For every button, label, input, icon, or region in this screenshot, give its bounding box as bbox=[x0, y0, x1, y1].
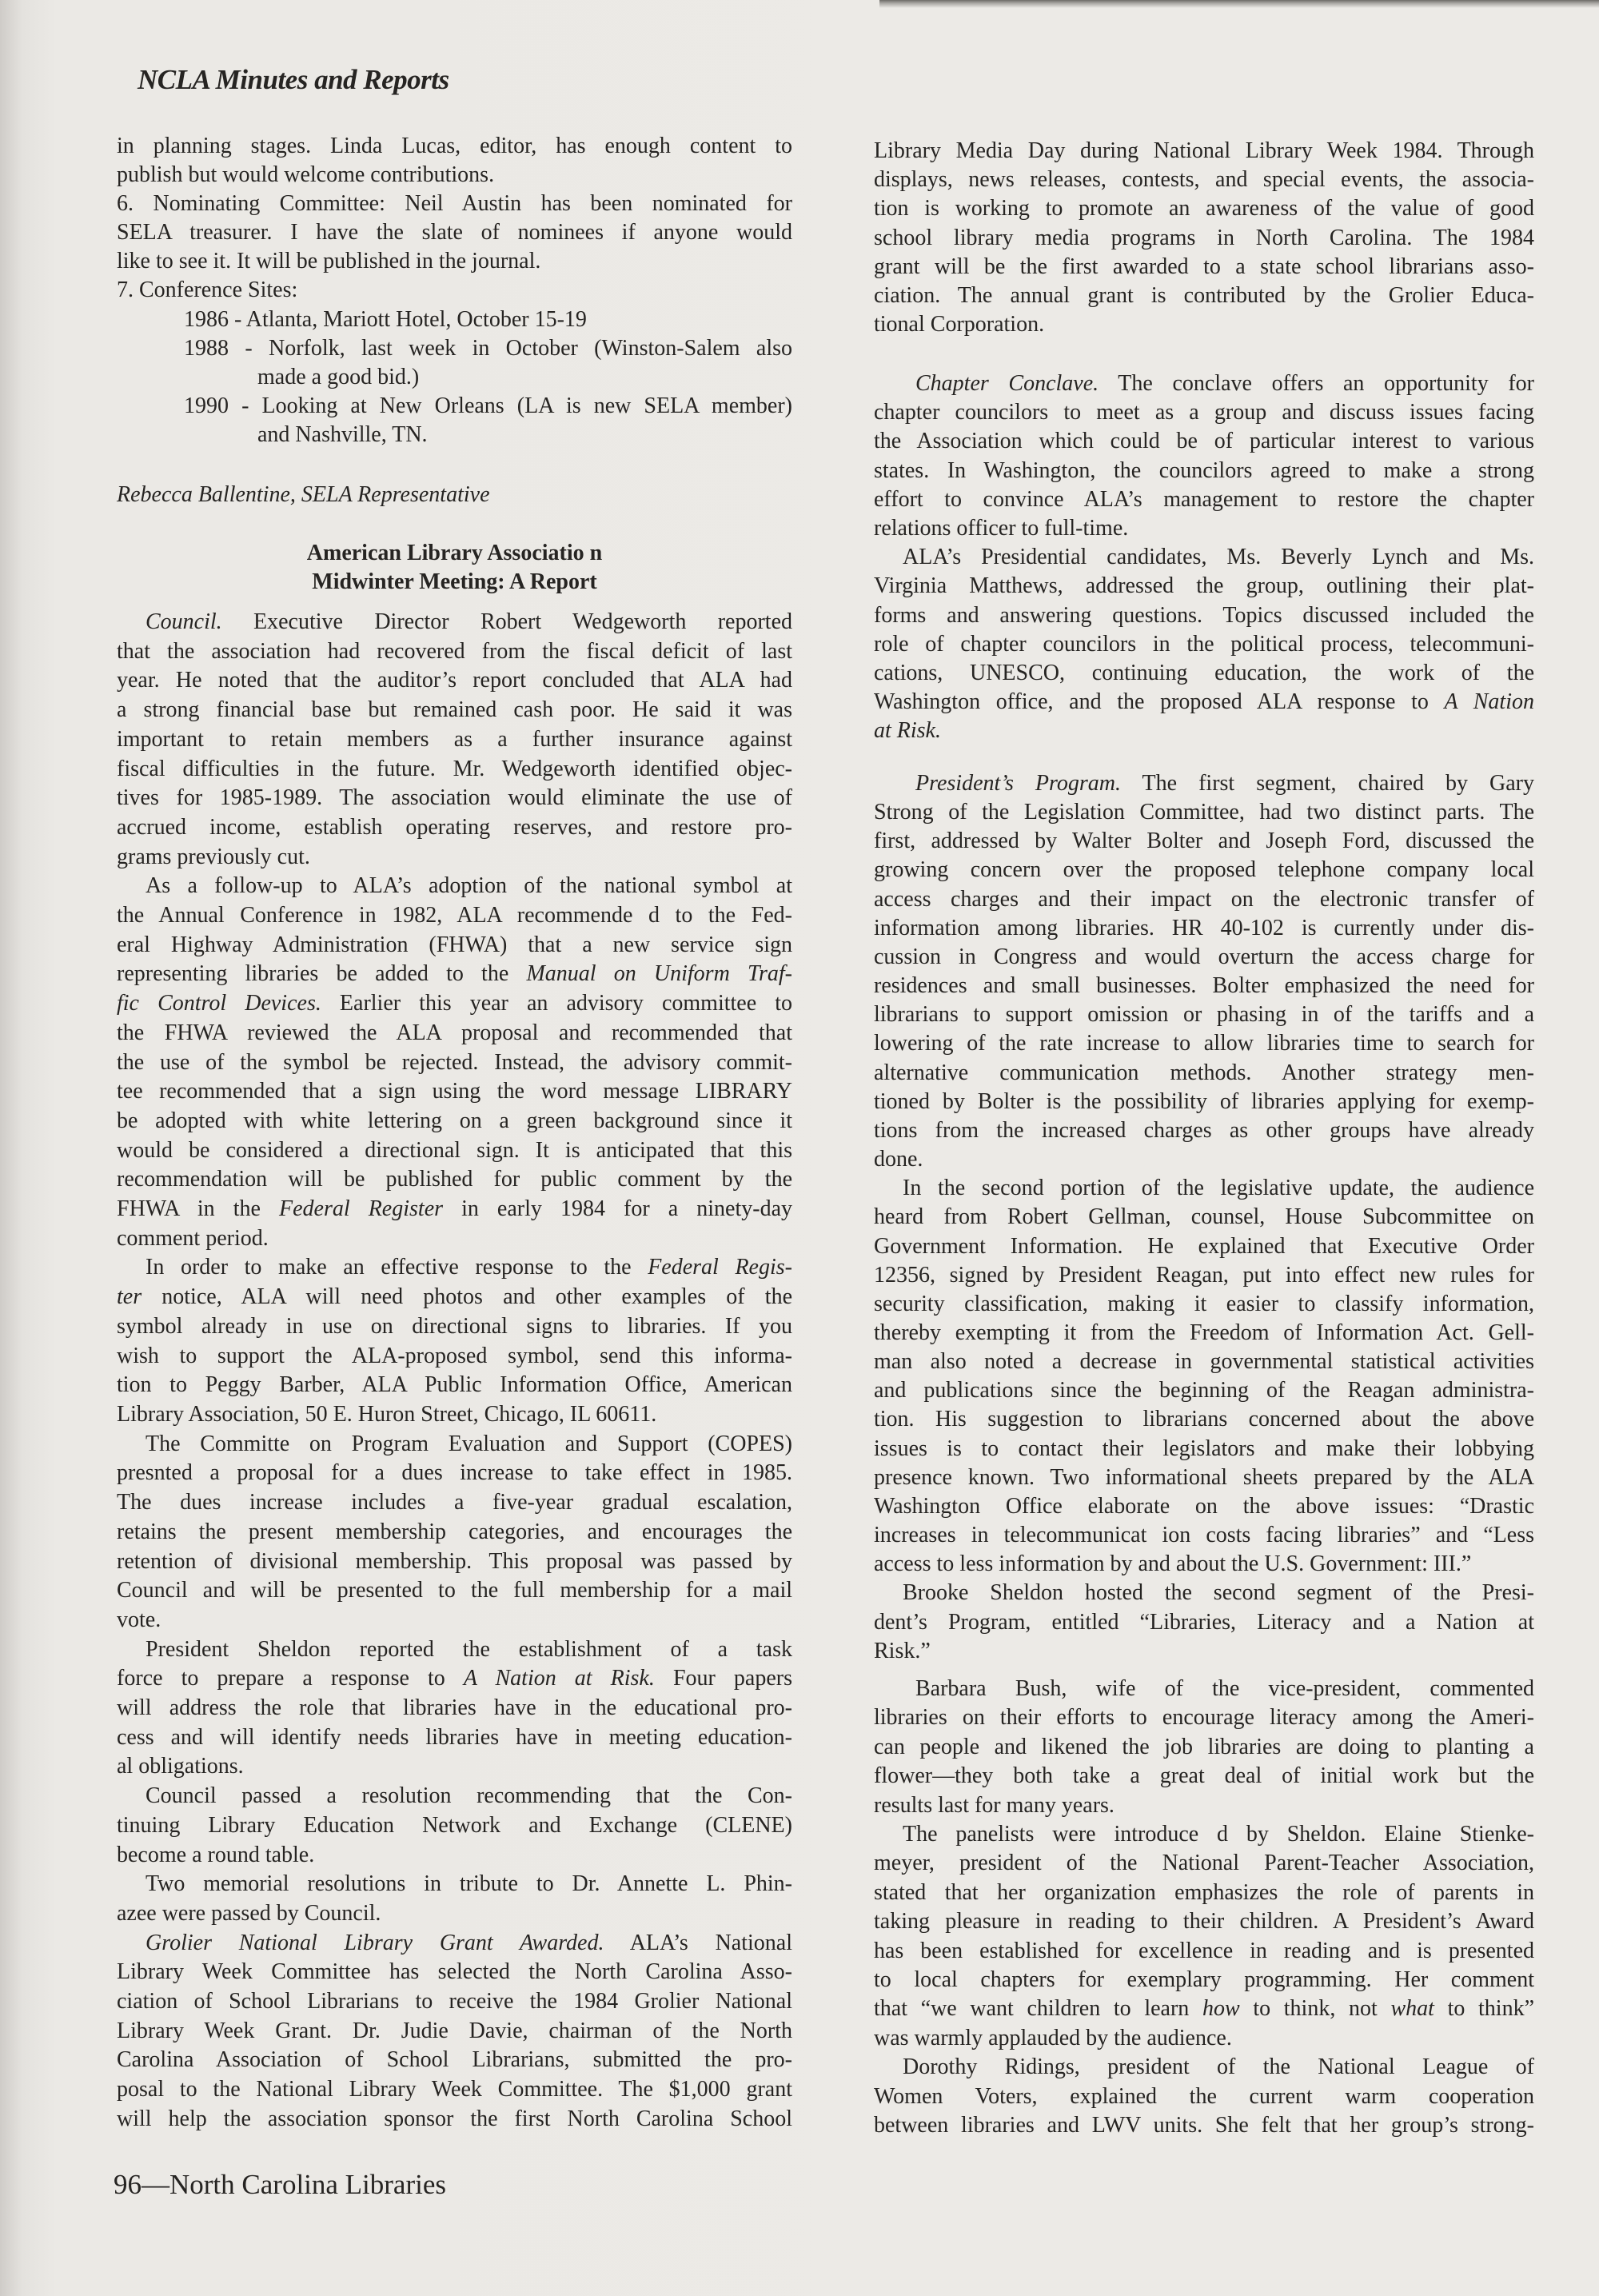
text-line: American Library Associatio n bbox=[306, 541, 603, 565]
italic-text: Federal Regis- bbox=[648, 1255, 792, 1280]
text-line: Library Association, 50 E. Huron Street, Chicago, IL 60611. bbox=[117, 1401, 657, 1427]
text-line: alternative communication methods. Another strategy men- bbox=[874, 1060, 1534, 1085]
text-line: a strong financial base but remained cash poor. He said it was bbox=[117, 697, 792, 723]
text-line: first, addressed by Walter Bolter and Joseph Ford, discussed the bbox=[874, 829, 1534, 854]
text-line: publish but would welcome contributions. bbox=[117, 162, 495, 188]
text-segment: Executive Director Robert Wedgeworth reported bbox=[221, 609, 792, 634]
italic-text: at Risk. bbox=[874, 718, 941, 744]
text-line bbox=[117, 1929, 792, 1959]
paragraph bbox=[874, 1579, 1534, 1665]
text-line: tinuing Library Education Network and Exchange (CLENE) bbox=[117, 1812, 792, 1838]
italic-text: A Nation bbox=[1444, 689, 1534, 715]
text-line: wish to support the ALA-proposed symbol, send this informa- bbox=[117, 1343, 792, 1368]
paragraph bbox=[117, 608, 792, 872]
text-line bbox=[117, 481, 792, 509]
text-line: made a good bid.) bbox=[257, 364, 420, 389]
text-segment: representing libraries be added to the bbox=[117, 961, 527, 987]
text-line: would be considered a directional sign. It is anticipated that this bbox=[117, 1137, 792, 1163]
italic-text: ter bbox=[117, 1284, 142, 1310]
text-line: become a round table. bbox=[117, 1842, 315, 1867]
paragraph bbox=[117, 481, 792, 509]
text-segment: to think, not bbox=[1239, 1996, 1391, 2022]
text-line: retains the present membership categories, and encourages the bbox=[117, 1519, 792, 1544]
text-segment: to think” bbox=[1434, 1996, 1535, 2022]
text-line: cess and will identify needs libraries have in meeting education- bbox=[117, 1724, 792, 1750]
page-top-edge-shadow bbox=[879, 0, 1599, 8]
text-line bbox=[117, 960, 792, 989]
text-line: al obligations. bbox=[117, 1754, 244, 1779]
text-line: recommendation will be published for public comment by the bbox=[117, 1167, 792, 1192]
text-line: that the association had recovered from the fiscal deficit of last bbox=[117, 638, 792, 664]
text-line: 6. Nominating Committee: Neil Austin has been nominated for bbox=[117, 191, 792, 217]
text-line: librarians to support omission or phasing in of the tariffs and a bbox=[874, 1002, 1534, 1028]
paragraph bbox=[874, 2053, 1534, 2140]
text-line: symbol already in use on directional signs to libraries. If you bbox=[117, 1313, 792, 1339]
italic-text: Federal Register bbox=[279, 1196, 444, 1222]
text-line: year. He noted that the auditor’s report concluded that ALA had bbox=[117, 668, 792, 693]
paragraph bbox=[874, 769, 1534, 1174]
text-line: be adopted with white lettering on a green background since it bbox=[117, 1108, 792, 1133]
text-segment: Four papers bbox=[654, 1666, 792, 1691]
text-line: relations officer to full-time. bbox=[874, 516, 1129, 541]
text-line: azee were passed by Council. bbox=[117, 1900, 381, 1926]
text-line: grams previously cut. bbox=[117, 844, 310, 869]
text-line: 7. Conference Sites: bbox=[117, 278, 298, 303]
text-line: presence known. Two informational sheets prepared by the ALA bbox=[874, 1464, 1534, 1490]
text-line: can people and likened the job libraries are doing to planting a bbox=[874, 1734, 1534, 1759]
text-line: between libraries and LWV units. She felt that her group’s strong- bbox=[874, 2113, 1534, 2138]
paragraph bbox=[874, 1174, 1534, 1579]
text-line: tion. His suggestion to librarians concerned about the above bbox=[874, 1407, 1534, 1432]
text-line: was warmly applauded by the audience. bbox=[874, 2025, 1232, 2050]
text-line: cussion in Congress and would overturn the access charge for bbox=[874, 944, 1534, 969]
conference-site-item bbox=[117, 305, 792, 334]
text-line: has been established for excellence in reading and is presented bbox=[874, 1938, 1534, 1963]
text-line: growing concern over the proposed telephone company local bbox=[874, 857, 1534, 883]
italic-text: fic Control Devices. bbox=[117, 991, 321, 1016]
text-segment: ALA’s National bbox=[604, 1930, 792, 1955]
text-line: effort to convince ALA’s management to restore the chapter bbox=[874, 486, 1534, 512]
text-line bbox=[117, 1283, 792, 1312]
text-line: vote. bbox=[117, 1607, 161, 1632]
text-line: tions from the increased charges as other groups have already bbox=[874, 1117, 1534, 1143]
italic-text: how bbox=[1202, 1996, 1240, 2022]
paragraph bbox=[874, 137, 1534, 339]
text-line: Washington Office elaborate on the above issues: “Drastic bbox=[874, 1493, 1534, 1519]
text-line: taking pleasure in reading to their children. A President’s Award bbox=[874, 1909, 1534, 1935]
paragraph bbox=[117, 190, 792, 276]
text-line: security classification, making it easier to classify information, bbox=[874, 1291, 1534, 1316]
text-line: important to retain members as a further insurance against bbox=[117, 726, 792, 752]
text-line: 1986 - Atlanta, Mariott Hotel, October 15-19 bbox=[184, 306, 587, 332]
text-line: chapter councilors to meet as a group and discuss issues facing bbox=[874, 400, 1534, 425]
text-line: Government Information. He explained that Executive Order bbox=[874, 1233, 1534, 1259]
paragraph bbox=[117, 1253, 792, 1429]
paragraph bbox=[874, 1820, 1534, 2053]
italic-text: Rebecca Ballentine, SELA Representative bbox=[117, 482, 490, 507]
paragraph bbox=[874, 1675, 1534, 1820]
running-header: NCLA Minutes and Reports bbox=[138, 64, 449, 95]
paragraph bbox=[117, 132, 792, 190]
text-line: libraries on their efforts to encourage literacy among the Ameri- bbox=[874, 1705, 1534, 1731]
text-line: tion is working to promote an awareness of the value of good bbox=[874, 196, 1534, 222]
text-line: Library Week Grant. Dr. Judie Davie, chairman of the North bbox=[117, 2018, 792, 2043]
text-line bbox=[117, 989, 792, 1019]
text-line: man also noted a decrease in governmental statistical activities bbox=[874, 1349, 1534, 1375]
right-column-block-2 bbox=[874, 369, 1534, 746]
text-line: 1990 - Looking at New Orleans (LA is new SELA member) bbox=[184, 393, 792, 418]
right-column-block-1 bbox=[874, 137, 1534, 339]
paragraph bbox=[874, 369, 1534, 543]
conference-site-item bbox=[117, 392, 792, 449]
text-line: The dues increase includes a five-year gradual escalation, bbox=[117, 1490, 792, 1515]
italic-text: President’s Program. bbox=[915, 771, 1121, 796]
text-line: Barbara Bush, wife of the vice-president, commented bbox=[915, 1676, 1534, 1701]
text-line: like to see it. It will be published in the journal. bbox=[117, 249, 541, 274]
text-segment: notice, ALA will need photos and other examples of the bbox=[142, 1284, 792, 1310]
paragraph bbox=[874, 543, 1534, 745]
text-line: dent’s Program, entitled “Libraries, Literacy and a Nation at bbox=[874, 1609, 1534, 1635]
text-line: increases in telecommunicat ion costs facing libraries” and “Less bbox=[874, 1523, 1534, 1548]
text-line: issues is to contact their legislators and make their lobbying bbox=[874, 1435, 1534, 1461]
left-column-body bbox=[117, 608, 792, 2134]
text-line bbox=[874, 369, 1534, 398]
signature bbox=[117, 481, 792, 509]
paragraph bbox=[117, 1870, 792, 1928]
text-line: ciation. The annual grant is contributed by the Grolier Educa- bbox=[874, 283, 1534, 309]
text-line: Risk.” bbox=[874, 1638, 931, 1663]
paragraph bbox=[117, 1430, 792, 1635]
right-column-block-4 bbox=[874, 1675, 1534, 2141]
text-line: Council passed a resolution recommending that the Con- bbox=[146, 1783, 792, 1809]
right-column-block-3 bbox=[874, 769, 1534, 1666]
text-line: ALA’s Presidential candidates, Ms. Beverly Lynch and Ms. bbox=[903, 545, 1534, 570]
text-line: grant will be the first awarded to a state school librarians asso- bbox=[874, 254, 1534, 279]
text-segment: that “we want children to learn bbox=[874, 1996, 1202, 2022]
text-line: information among libraries. HR 40-102 is currently under dis- bbox=[874, 915, 1534, 940]
paragraph bbox=[117, 276, 792, 305]
text-line: the Annual Conference in 1982, ALA recommende d to the Fed- bbox=[117, 903, 792, 928]
text-segment: The first segment, chaired by Gary bbox=[1121, 771, 1534, 796]
paragraph bbox=[117, 872, 792, 1253]
text-line bbox=[117, 1664, 792, 1694]
text-line: meyer, president of the National Parent-Teacher Association, bbox=[874, 1851, 1534, 1876]
text-line: and publications since the beginning of the Reagan administra- bbox=[874, 1378, 1534, 1404]
text-line: role of chapter councilors in the political process, telecommuni- bbox=[874, 631, 1534, 657]
text-line: access to less information by and about the U.S. Government: III.” bbox=[874, 1551, 1472, 1577]
conference-site-item bbox=[117, 334, 792, 392]
text-segment: The conclave offers an opportunity for bbox=[1099, 371, 1534, 396]
text-line: will help the association sponsor the first North Carolina School bbox=[117, 2106, 792, 2131]
text-line: done. bbox=[874, 1147, 923, 1172]
text-line: SELA treasurer. I have the slate of nominees if anyone would bbox=[117, 220, 792, 246]
text-line: displays, news releases, contests, and special events, the associa- bbox=[874, 167, 1534, 193]
text-line: The panelists were introduce d by Sheldon. Elaine Stienke- bbox=[903, 1822, 1534, 1847]
text-line: results last for many years. bbox=[874, 1792, 1115, 1818]
text-line: 1988 - Norfolk, last week in October (Winston-Salem also bbox=[184, 335, 792, 361]
text-line: the use of the symbol be rejected. Instead, the advisory commit- bbox=[117, 1049, 792, 1075]
text-line: access charges and their impact on the electronic transfer of bbox=[874, 886, 1534, 912]
text-line: heard from Robert Gellman, counsel, House Subcommittee on bbox=[874, 1204, 1534, 1230]
text-line: presnted a proposal for a dues increase to take effect in 1985. bbox=[117, 1460, 792, 1486]
text-segment: Earlier this year an advisory committee to bbox=[321, 991, 792, 1016]
italic-text: Council. bbox=[146, 609, 222, 634]
text-segment: FHWA in the bbox=[117, 1196, 279, 1222]
italic-text: A Nation at Risk. bbox=[463, 1666, 655, 1691]
text-line: tee recommended that a sign using the word message LIBRARY bbox=[117, 1079, 792, 1104]
text-line: Brooke Sheldon hosted the second segment of the Presi- bbox=[903, 1580, 1534, 1606]
article-heading bbox=[117, 539, 792, 597]
text-line: posal to the National Library Week Committee. The $1,000 grant bbox=[117, 2077, 792, 2102]
italic-text: what bbox=[1390, 1996, 1434, 2022]
text-line: Midwinter Meeting: A Report bbox=[312, 569, 597, 594]
text-segment: force to prepare a response to bbox=[117, 1666, 464, 1691]
text-line: Two memorial resolutions in tribute to Dr. Annette L. Phin- bbox=[146, 1871, 792, 1897]
text-line: thereby exempting it from the Freedom of Information Act. Gell- bbox=[874, 1320, 1534, 1345]
text-line: to local chapters for exemplary programming. Her comment bbox=[874, 1967, 1534, 1993]
text-line: and Nashville, TN. bbox=[257, 421, 428, 447]
text-line: 12356, signed by President Reagan, put into effect new rules for bbox=[874, 1262, 1534, 1288]
text-line: tional Corporation. bbox=[874, 312, 1045, 337]
text-line bbox=[874, 1995, 1534, 2023]
text-segment: Washington office, and the proposed ALA response to bbox=[874, 689, 1445, 715]
text-line bbox=[874, 769, 1534, 798]
text-line: Dorothy Ridings, president of the National League of bbox=[903, 2054, 1534, 2080]
text-line bbox=[117, 608, 792, 637]
text-line: forms and answering questions. Topics discussed included the bbox=[874, 602, 1534, 628]
text-line: Women Voters, explained the current warm cooperation bbox=[874, 2083, 1534, 2109]
text-line: In the second portion of the legislative update, the audience bbox=[903, 1176, 1534, 1201]
text-line: Library Media Day during National Library Week 1984. Through bbox=[874, 138, 1534, 163]
paragraph bbox=[117, 1782, 792, 1870]
text-line: cations, UNESCO, continuing education, the work of the bbox=[874, 661, 1534, 686]
text-line bbox=[117, 1195, 792, 1224]
text-line: ciation of School Librarians to receive the 1984 Grolier National bbox=[117, 1989, 792, 2014]
italic-text: Chapter Conclave. bbox=[915, 371, 1099, 396]
text-line bbox=[874, 717, 1534, 745]
text-line: fiscal difficulties in the future. Mr. Wedgeworth identified objec- bbox=[117, 756, 792, 781]
text-line: Library Week Committee has selected the North Carolina Asso- bbox=[117, 1959, 792, 1985]
text-line: will address the role that libraries have in the educational pro- bbox=[117, 1695, 792, 1721]
text-line: tives for 1985-1989. The association would eliminate the use of bbox=[117, 785, 792, 811]
heading bbox=[117, 539, 792, 597]
text-line: residences and small businesses. Bolter emphasized the need for bbox=[874, 973, 1534, 999]
text-line: retention of divisional membership. This proposal was passed by bbox=[117, 1548, 792, 1574]
text-line: eral Highway Administration (FHWA) that a new service sign bbox=[117, 932, 792, 957]
left-column-minutes bbox=[117, 132, 792, 449]
text-line: Council and will be presented to the full membership for a mail bbox=[117, 1578, 792, 1603]
text-line: Virginia Matthews, addressed the group, outlining their plat- bbox=[874, 573, 1534, 599]
text-line: school library media programs in North Carolina. The 1984 bbox=[874, 225, 1534, 250]
text-line: the FHWA reviewed the ALA proposal and recommended that bbox=[117, 1020, 792, 1045]
text-line: accrued income, establish operating reserves, and restore pro- bbox=[117, 814, 792, 840]
text-line: President Sheldon reported the establishment of a task bbox=[146, 1636, 792, 1662]
text-line: tioned by Bolter is the possibility of libraries applying for exemp- bbox=[874, 1088, 1534, 1114]
text-line: flower—they both take a great deal of initial work but the bbox=[874, 1763, 1534, 1789]
text-line: Strong of the Legislation Committee, had two distinct parts. The bbox=[874, 800, 1534, 825]
text-line bbox=[117, 1253, 792, 1283]
text-segment: in early 1984 for a ninety-day bbox=[443, 1196, 792, 1222]
text-segment: In order to make an effective response to the bbox=[146, 1255, 648, 1280]
text-line: comment period. bbox=[117, 1225, 269, 1251]
text-line: in planning stages. Linda Lucas, editor, has enough content to bbox=[117, 134, 792, 158]
page-footer: 96—North Carolina Libraries bbox=[114, 2169, 447, 2200]
italic-text: Grolier National Library Grant Awarded. bbox=[146, 1930, 604, 1955]
text-line: tion to Peggy Barber, ALA Public Information Office, American bbox=[117, 1372, 792, 1398]
italic-text: Manual on Uniform Traf- bbox=[526, 961, 792, 987]
text-line bbox=[874, 688, 1534, 717]
paragraph bbox=[117, 1929, 792, 2134]
paragraph bbox=[117, 1635, 792, 1783]
text-line: stated that her organization emphasizes the role of parents in bbox=[874, 1879, 1534, 1905]
text-line: As a follow-up to ALA’s adoption of the national symbol at bbox=[146, 873, 792, 899]
text-line: Carolina Association of School Librarians, submitted the pro- bbox=[117, 2047, 792, 2073]
text-line: lowering of the rate increase to allow libraries time to search for bbox=[874, 1031, 1534, 1056]
text-line: the Association which could be of particular interest to various bbox=[874, 429, 1534, 454]
text-line: states. In Washington, the councilors agreed to make a strong bbox=[874, 457, 1534, 483]
text-line: The Committe on Program Evaluation and Support (COPES) bbox=[146, 1431, 792, 1456]
